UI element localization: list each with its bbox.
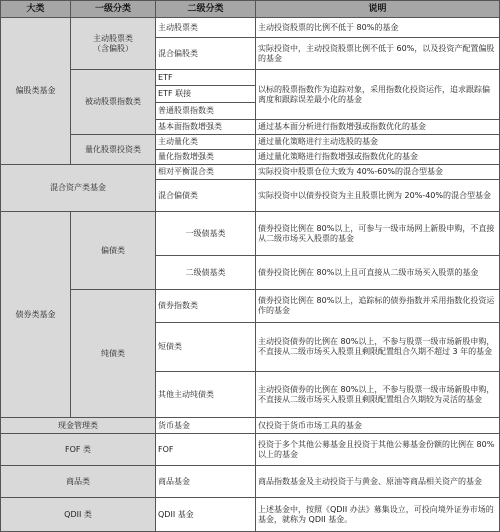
level2-cell: FOF [156,434,256,466]
header-description: 说明 [256,1,500,18]
level2-cell: 相对平衡混合类 [156,165,256,180]
description-cell: 主动投资债券的比例在 80%以上，不参与股票一级市场新股申购，不直接从二级市场买入股票且剩限配置组合久期较为灵活的基金 [256,372,500,418]
header-level1: 一级分类 [71,1,156,18]
category-equity: 偏股类基金 [1,18,71,165]
description-cell: 通过量化策略进行指数增强或指数优化的基金 [256,150,500,165]
description-cell: 以标的股票指数作为追踪对象，采用指数化投资运作，追求跟踪偏离度和跟踪误差最小化的基金 [256,70,500,120]
description-cell: 债券投资比例在 80%以上，可参与一级市场网上新股申购，不直接从二级市场买入股票的基金 [256,212,500,256]
level1-pure-bond: 纯债类 [71,290,156,418]
level2-cell: ETF [156,70,256,86]
level1-quant-equity: 量化股票投资类 [71,135,156,165]
description-cell: 债券投资比例在 80%以上，追踪标的债券指数并采用指数化投资运作的基金 [256,290,500,323]
category-bond: 债券类基金 [1,212,71,418]
level2-cell: 一级债基类 [156,212,256,256]
description-cell: 主动投资债券的比例在 80%以上，不参与股票一级市场新股申购，不直接从二级市场买入股票且剩限配置组合久期不超过 3 年的基金 [256,323,500,372]
description-cell: 债券投资比例在 80%以上且可直接从二级市场买入股票的基金 [256,256,500,290]
header-row [1,1,500,18]
category-mixed: 混合资产类基金 [1,165,156,212]
description-cell: 通过基本面分析进行指数增强或指数优化的基金 [256,120,500,135]
level2-cell: ETF 联接 [156,86,256,103]
description-cell: 仅投资于货币市场工具的基金 [256,418,500,434]
description-cell: 主动投资股票的比例不低于 80%的基金 [256,18,500,38]
level2-cell: 货币基金 [156,418,256,434]
description-cell: 商品指数基金及主动投资于与黄金、原油等商品相关资产的基金 [256,466,500,498]
level2-cell: 主动股票类 [156,18,256,38]
table-row [1,466,500,498]
description-cell: 通过量化策略进行主动选股的基金 [256,135,500,150]
level2-cell: 混合偏股类 [156,38,256,70]
category-commodity: 商品类 [1,466,156,498]
table-row [1,165,500,180]
header-level2: 二级分类 [156,1,256,18]
table-row [1,290,500,323]
description-cell: 实际投资中，主动投资股票比例不低于 60%，以及投资产配置偏股的基金 [256,38,500,70]
level2-cell: 短债类 [156,323,256,372]
level2-cell: 量化指数增强类 [156,150,256,165]
level2-cell: 二级债基类 [156,256,256,290]
table-row [1,498,500,532]
level1-partial-bond: 偏债类 [71,212,156,290]
level2-cell: 商品基金 [156,466,256,498]
level1-active-equity: 主动股票类 （含偏股） [71,18,156,70]
level2-cell: 普通股票指数类 [156,103,256,120]
level2-cell: 混合偏债类 [156,180,256,212]
table-row [1,434,500,466]
description-cell: 实际投资中股票仓位大致为 40%-60%的混合型基金 [256,165,500,180]
level2-cell: 债券指数类 [156,290,256,323]
category-fof: FOF 类 [1,434,156,466]
table-row [1,70,500,86]
level1-passive-index: 被动股票指数类 [71,70,156,135]
description-cell: 实际投资中以债券投资为主且股票比例为 20%-40%的混合型基金 [256,180,500,212]
table-row [1,418,500,434]
description-cell: 投资于多个其他公募基金且投资于其他公募基金份额的比例在 80%以上的基金 [256,434,500,466]
table-row [1,18,500,38]
table-row [1,135,500,150]
level2-cell: QDII 基金 [156,498,256,532]
level2-cell: 基本面指数增强类 [156,120,256,135]
description-cell: 上述基金中，按照《QDII 办法》募集设立，可投向境外证券市场的基金，就称为 QDII 基金。 [256,498,500,532]
level2-cell: 其他主动纯债类 [156,372,256,418]
header-major-category: 大类 [1,1,71,18]
level2-cell: 主动量化类 [156,135,256,150]
category-money-market: 现金管理类 [1,418,156,434]
category-qdii: QDII 类 [1,498,156,532]
table-row [1,212,500,256]
